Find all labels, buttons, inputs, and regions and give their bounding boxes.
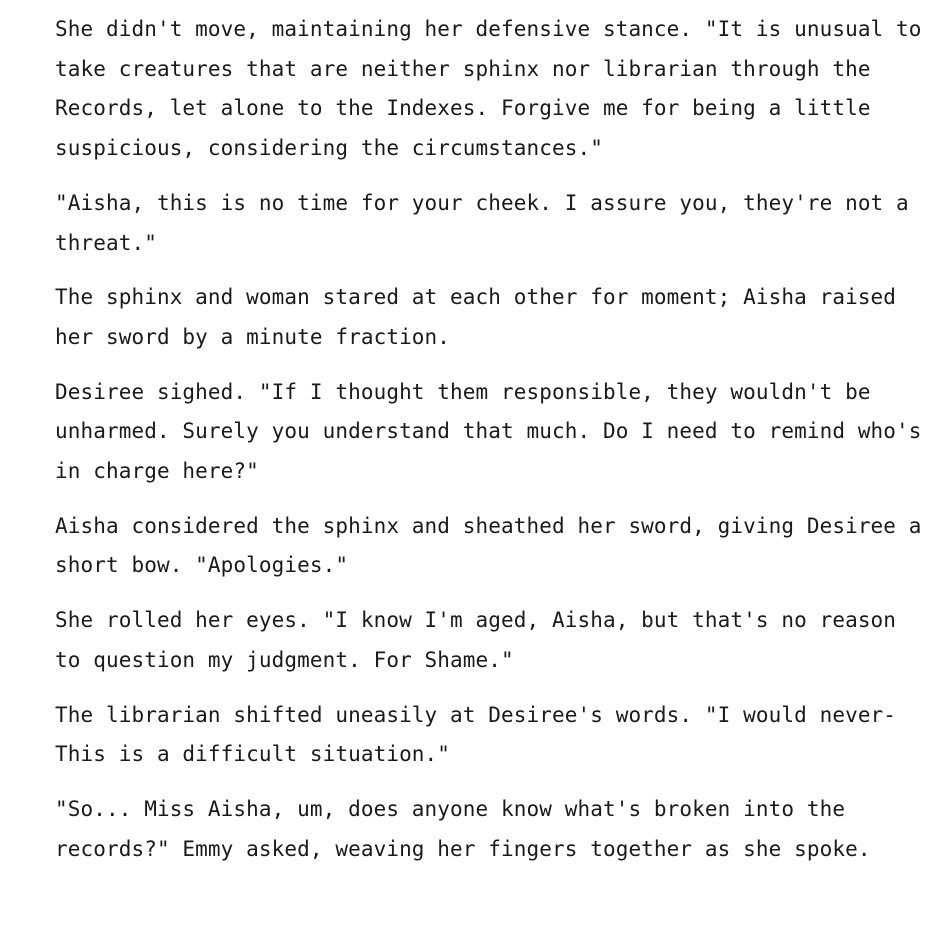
paragraph-7: The librarian shifted uneasily at Desiree's words. "I would never- This is a difficult situation." — [55, 702, 897, 767]
story-text — [55, 10, 925, 884]
paragraph-6: She rolled her eyes. "I know I'm aged, Aisha, but that's no reason to question my judgment. For Shame." — [55, 608, 897, 672]
paragraph-4: Desiree sighed. "If I thought them responsible, they wouldn't be unharmed. Surely you understand that much. Do I need to remind who's in charge here?" — [55, 379, 922, 484]
paragraph-1: She didn't move, maintaining her defensive stance. "It is unusual to take creatures that are neither sphinx nor librarian through the Records, let alone to the Indexes. Forgive me for being a little suspicious, considering the circumstances." — [55, 17, 922, 161]
paragraph-2: "Aisha, this is no time for your cheek. I assure you, they're not a threat." — [55, 190, 909, 255]
paragraph-3: The sphinx and woman stared at each other for moment; Aisha raised her sword by a minute fraction. — [55, 285, 897, 349]
paragraph-8: "So... Miss Aisha, um, does anyone know what's broken into the records?" Emmy asked, weaving her fingers together as she spoke. — [55, 796, 871, 861]
paragraph-5: Aisha considered the sphinx and sheathed her sword, giving Desiree a short bow. "Apologies." — [55, 513, 922, 578]
